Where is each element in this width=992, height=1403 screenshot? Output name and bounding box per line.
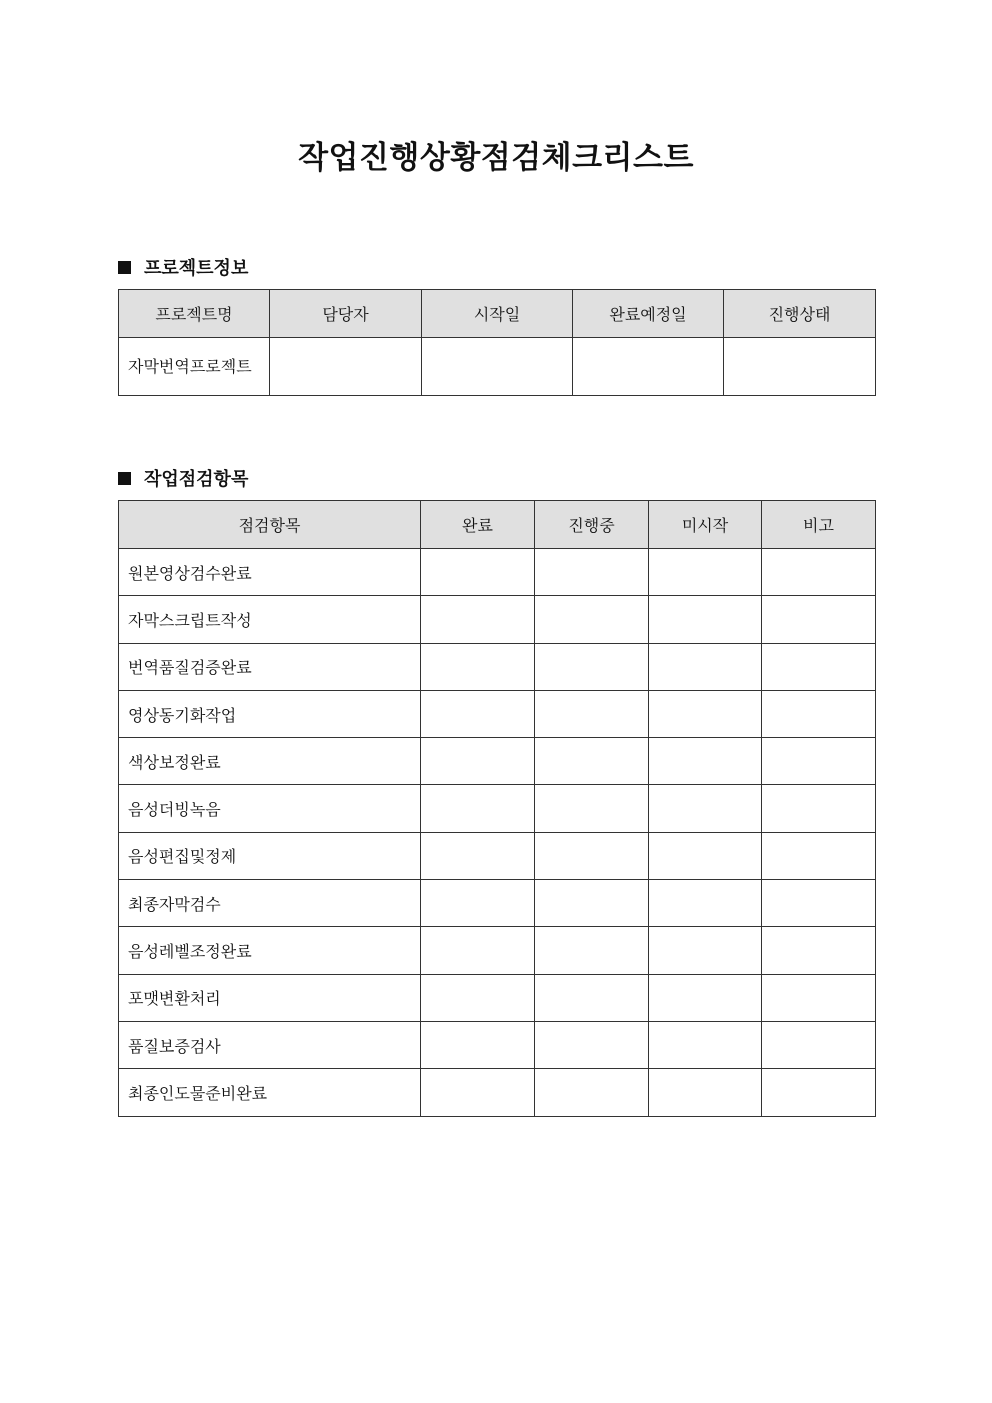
table-row [119,643,876,690]
in-progress-cell[interactable] [535,785,649,832]
check-item-label: 최종자막검수 [119,880,421,927]
in-progress-cell[interactable] [535,1021,649,1068]
in-progress-cell[interactable] [535,643,649,690]
check-item-label: 원본영상검수완료 [119,549,421,596]
column-header-due-date: 완료예정일 [573,290,724,338]
check-item-label: 색상보정완료 [119,738,421,785]
complete-cell[interactable] [421,596,535,643]
not-started-cell[interactable] [649,690,762,737]
complete-cell[interactable] [421,1069,535,1116]
square-bullet-icon [118,472,131,485]
check-items-header-row [119,501,876,549]
check-item-label: 영상동기화작업 [119,690,421,737]
table-row [119,880,876,927]
table-row [119,549,876,596]
column-header-status: 진행상태 [724,290,876,338]
project-info-table [118,289,876,396]
project-info-header-row [119,290,876,338]
check-items-body [119,549,876,1117]
not-started-cell[interactable] [649,832,762,879]
column-header-manager: 담당자 [270,290,422,338]
remarks-cell[interactable] [762,785,876,832]
not-started-cell[interactable] [649,927,762,974]
column-header-remarks: 비고 [762,501,876,549]
column-header-start-date: 시작일 [422,290,573,338]
table-row [119,974,876,1021]
in-progress-cell[interactable] [535,832,649,879]
remarks-cell[interactable] [762,927,876,974]
square-bullet-icon [118,261,131,274]
project-info-row [119,338,876,396]
remarks-cell[interactable] [762,690,876,737]
complete-cell[interactable] [421,690,535,737]
in-progress-cell[interactable] [535,1069,649,1116]
manager-cell[interactable] [270,338,422,396]
project-name-cell[interactable]: 자막번역프로젝트 [119,338,270,396]
start-date-cell[interactable] [422,338,573,396]
not-started-cell[interactable] [649,1069,762,1116]
column-header-in-progress: 진행중 [535,501,649,549]
complete-cell[interactable] [421,880,535,927]
not-started-cell[interactable] [649,880,762,927]
table-row [119,1021,876,1068]
column-header-check-item: 점검항목 [119,501,421,549]
in-progress-cell[interactable] [535,549,649,596]
complete-cell[interactable] [421,1021,535,1068]
table-row [119,596,876,643]
not-started-cell[interactable] [649,643,762,690]
in-progress-cell[interactable] [535,738,649,785]
not-started-cell[interactable] [649,1021,762,1068]
remarks-cell[interactable] [762,549,876,596]
check-item-label: 음성편집및정제 [119,832,421,879]
table-row [119,1069,876,1116]
remarks-cell[interactable] [762,832,876,879]
not-started-cell[interactable] [649,549,762,596]
check-item-label: 자막스크립트작성 [119,596,421,643]
due-date-cell[interactable] [573,338,724,396]
project-info-heading [118,254,248,280]
remarks-cell[interactable] [762,738,876,785]
not-started-cell[interactable] [649,785,762,832]
complete-cell[interactable] [421,785,535,832]
column-header-not-started: 미시작 [649,501,762,549]
remarks-cell[interactable] [762,596,876,643]
check-item-label: 품질보증검사 [119,1021,421,1068]
complete-cell[interactable] [421,832,535,879]
remarks-cell[interactable] [762,880,876,927]
check-item-label: 음성레벨조정완료 [119,927,421,974]
in-progress-cell[interactable] [535,596,649,643]
check-items-table [118,500,876,1117]
table-row [119,832,876,879]
complete-cell[interactable] [421,549,535,596]
page-title: 작업진행상황점검체크리스트 [298,140,694,176]
column-header-project-name: 프로젝트명 [119,290,270,338]
not-started-cell[interactable] [649,596,762,643]
in-progress-cell[interactable] [535,927,649,974]
table-row [119,690,876,737]
complete-cell[interactable] [421,974,535,1021]
in-progress-cell[interactable] [535,880,649,927]
check-item-label: 음성더빙녹음 [119,785,421,832]
in-progress-cell[interactable] [535,690,649,737]
complete-cell[interactable] [421,738,535,785]
not-started-cell[interactable] [649,738,762,785]
remarks-cell[interactable] [762,974,876,1021]
remarks-cell[interactable] [762,1069,876,1116]
table-row [119,927,876,974]
column-header-complete: 완료 [421,501,535,549]
status-cell[interactable] [724,338,876,396]
check-items-heading [118,465,248,491]
check-item-label: 번역품질검증완료 [119,643,421,690]
in-progress-cell[interactable] [535,974,649,1021]
remarks-cell[interactable] [762,643,876,690]
not-started-cell[interactable] [649,974,762,1021]
remarks-cell[interactable] [762,1021,876,1068]
check-items-heading-text: 작업점검항목 [144,469,249,490]
table-row [119,738,876,785]
project-info-heading-text: 프로젝트정보 [144,258,249,279]
table-row [119,785,876,832]
check-item-label: 포맷변환처리 [119,974,421,1021]
complete-cell[interactable] [421,643,535,690]
check-item-label: 최종인도물준비완료 [119,1069,421,1116]
complete-cell[interactable] [421,927,535,974]
